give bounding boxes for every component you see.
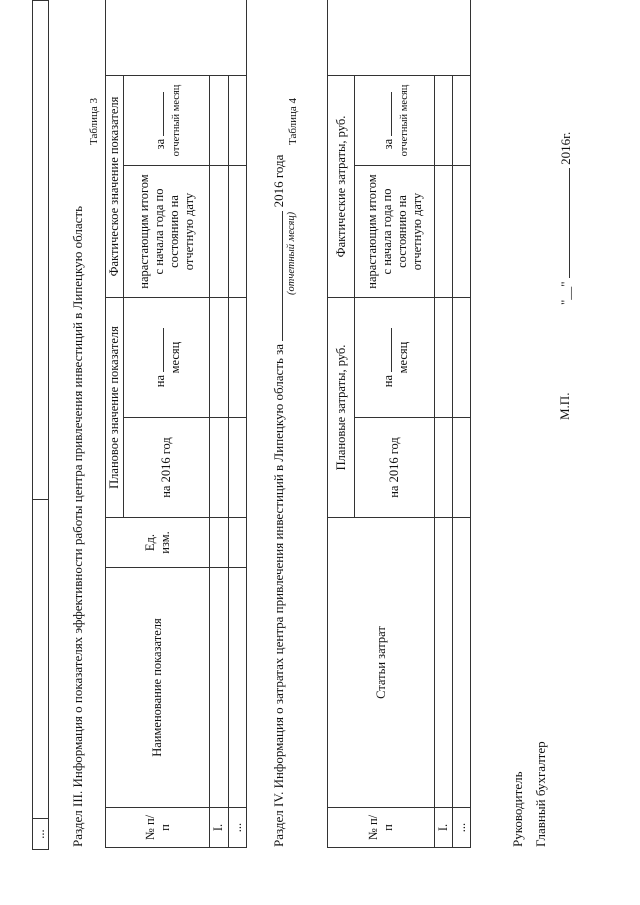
header-planned-year: на 2016 год [355, 418, 435, 518]
table-cell [453, 298, 471, 418]
section3-title: Раздел III. Информация о показателях эффективности работы центра привлечения инвестиций в Липецкую область [70, 205, 85, 847]
header-actual-group: Фактические затраты, руб. [328, 75, 355, 297]
table-cell [435, 75, 453, 165]
header-name: Наименование показателя [106, 568, 210, 808]
header-actual-cumulative: нарастающим итогом с начала года по состоянию на отчетную дату [124, 166, 210, 298]
blank-line [151, 92, 164, 136]
planned-month-prefix: на [380, 374, 395, 388]
table-cell [453, 75, 471, 165]
table-cell [210, 298, 228, 418]
actual-month-sub: отчетный месяц [398, 84, 410, 157]
trailing-column [328, 0, 471, 75]
header-num: № п/п [328, 808, 435, 848]
table-cell [210, 418, 228, 518]
blank-line [379, 328, 392, 372]
header-planned-group: Плановые затраты, руб. [328, 298, 355, 518]
actual-month-prefix: за [152, 138, 167, 150]
section4-table-label: Таблица 4 [287, 97, 299, 145]
planned-month-prefix: на [152, 374, 167, 388]
table-cell [228, 418, 246, 518]
section3-table [105, 0, 247, 848]
table-cell [228, 298, 246, 418]
seal-label: М.П. [557, 392, 572, 420]
table-cell [210, 518, 228, 568]
table-row [453, 0, 471, 848]
top-cell [33, 1, 49, 500]
planned-month-sub: месяц [167, 341, 182, 374]
row-num: ... [453, 808, 471, 848]
section4-title-line [270, 155, 287, 847]
table-cell [453, 166, 471, 298]
section4-table [327, 0, 471, 848]
section4-period-hint: (отчетный месяц) [286, 211, 297, 295]
header-actual-month [124, 75, 210, 165]
section4-title: Раздел IV. Информация о затратах центра привлечения инвестиций в Липецкую область за [271, 343, 286, 847]
row-num: I. [210, 808, 228, 848]
signature-date [557, 132, 574, 305]
table-cell [435, 298, 453, 418]
blank-line [151, 328, 164, 372]
header-num: № п/п [106, 808, 210, 848]
table-cell [228, 568, 246, 808]
planned-month-sub: месяц [395, 341, 410, 374]
date-year: 2016г. [558, 131, 573, 165]
table-row [228, 0, 246, 848]
header-actual-month [355, 75, 435, 165]
blank-line [379, 92, 392, 136]
signature-chief-accountant: Главный бухгалтер [533, 741, 548, 847]
table-cell [228, 518, 246, 568]
date-month-line [557, 168, 570, 278]
table-cell [453, 418, 471, 518]
header-planned-group: Плановое значение показателя [106, 298, 124, 518]
row-num: ... [228, 808, 246, 848]
table-cell [228, 166, 246, 298]
header-actual-cumulative: нарастающим итогом с начала года по состоянию на отчетную дату [355, 166, 435, 298]
trailing-column [106, 0, 247, 75]
table-cell [435, 166, 453, 298]
header-actual-group: Фактическое значение показателя [106, 75, 124, 297]
section4-year: 2016 года [271, 154, 286, 208]
row-num: I. [435, 808, 453, 848]
date-day: "__" [558, 281, 573, 305]
table-cell [435, 418, 453, 518]
header-unit: Ед. изм. [106, 518, 210, 568]
table-row [210, 0, 228, 848]
header-planned-year: на 2016 год [124, 418, 210, 518]
top-table [32, 0, 49, 850]
actual-month-sub: отчетный месяц [170, 84, 182, 157]
top-cell [33, 500, 49, 819]
actual-month-prefix: за [380, 138, 395, 150]
top-cell-ellipsis: ... [33, 819, 49, 850]
table-cell [435, 518, 453, 808]
table-cell [210, 166, 228, 298]
table-cell [210, 568, 228, 808]
table-cell [210, 75, 228, 165]
signature-head: Руководитель [510, 771, 525, 847]
header-name: Статьи затрат [328, 518, 435, 808]
table-cell [228, 75, 246, 165]
period-blank-line [270, 211, 283, 341]
section3-table-label: Таблица 3 [88, 97, 100, 145]
table-row [435, 0, 453, 848]
header-planned-month [124, 298, 210, 418]
table-cell [453, 518, 471, 808]
header-planned-month [355, 298, 435, 418]
